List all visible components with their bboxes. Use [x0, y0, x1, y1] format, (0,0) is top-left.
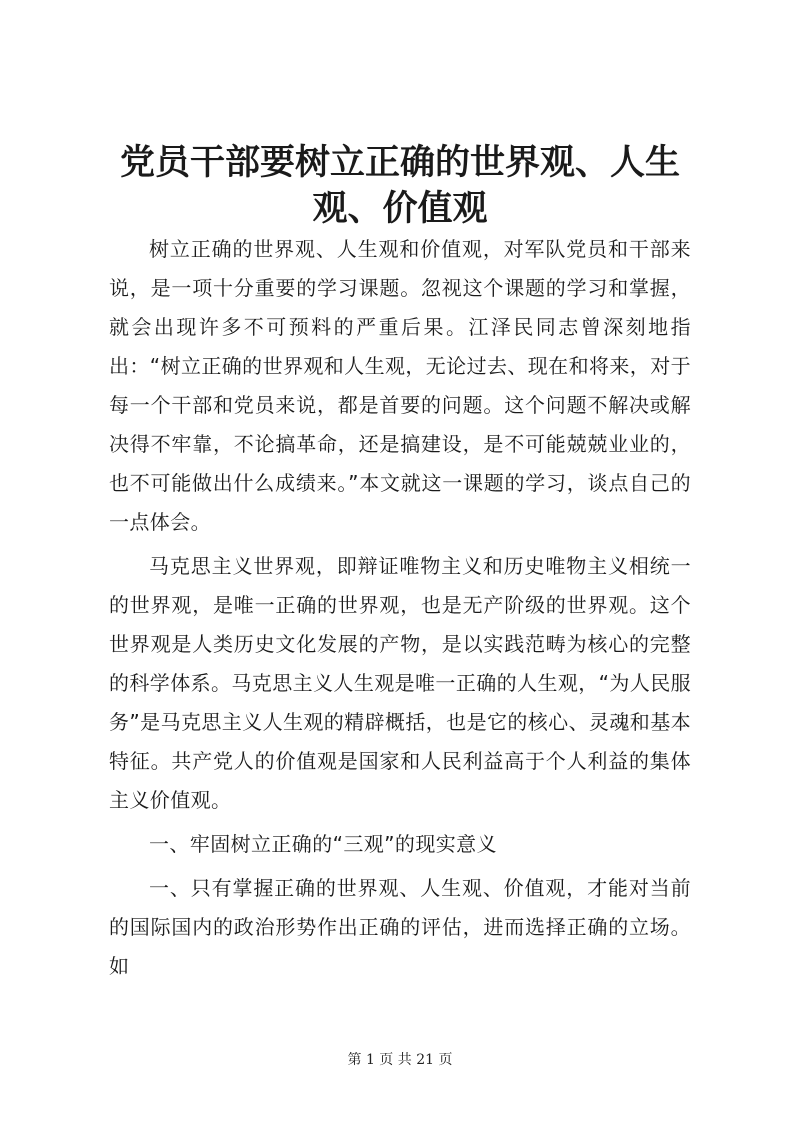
document-body — [109, 230, 691, 991]
document-title: 党员干部要树立正确的世界观、人生观、价值观 — [119, 142, 680, 229]
paragraph-intro: 树立正确的世界观、人生观和价值观，对军队党员和干部来说，是一项十分重要的学习课题。忽视这个课题的学习和掌握，就会出现许多不可预料的严重后果。江泽民同志曾深刻地指出：“树立正确的世界观和人生观，无论过去、现在和将来，对于每一个干部和党员来说，都是首要的问题。这个问题不解决或解决得不牢靠，不论搞革命，还是搞建设，是不可能兢兢业业的，也不可能做出什么成绩来。”本文就这一课题的学习，谈点自己的一点体会。 — [109, 237, 691, 534]
page-number: 第 1 页 共 21 页 — [347, 1052, 453, 1068]
paragraph-marxism: 马克思主义世界观，即辩证唯物主义和历史唯物主义相统一的世界观，是唯一正确的世界观，也是无产阶级的世界观。这个世界观是人类历史文化发展的产物，是以实践范畴为核心的完整的科学体系。马克思主义人生观是唯一正确的人生观，“为人民服务”是马克思主义人生观的精辟概括，也是它的核心、灵魂和基本特征。共产党人的价值观是国家和人民利益高于个人利益的集体主义价值观。 — [109, 554, 691, 812]
section-heading: 一、牢固树立正确的“三观”的现实意义 — [149, 832, 497, 856]
paragraph-point-one: 一、只有掌握正确的世界观、人生观、价值观，才能对当前的国际国内的政治形势作出正确的评估，进而选择正确的立场。如 — [109, 876, 691, 978]
